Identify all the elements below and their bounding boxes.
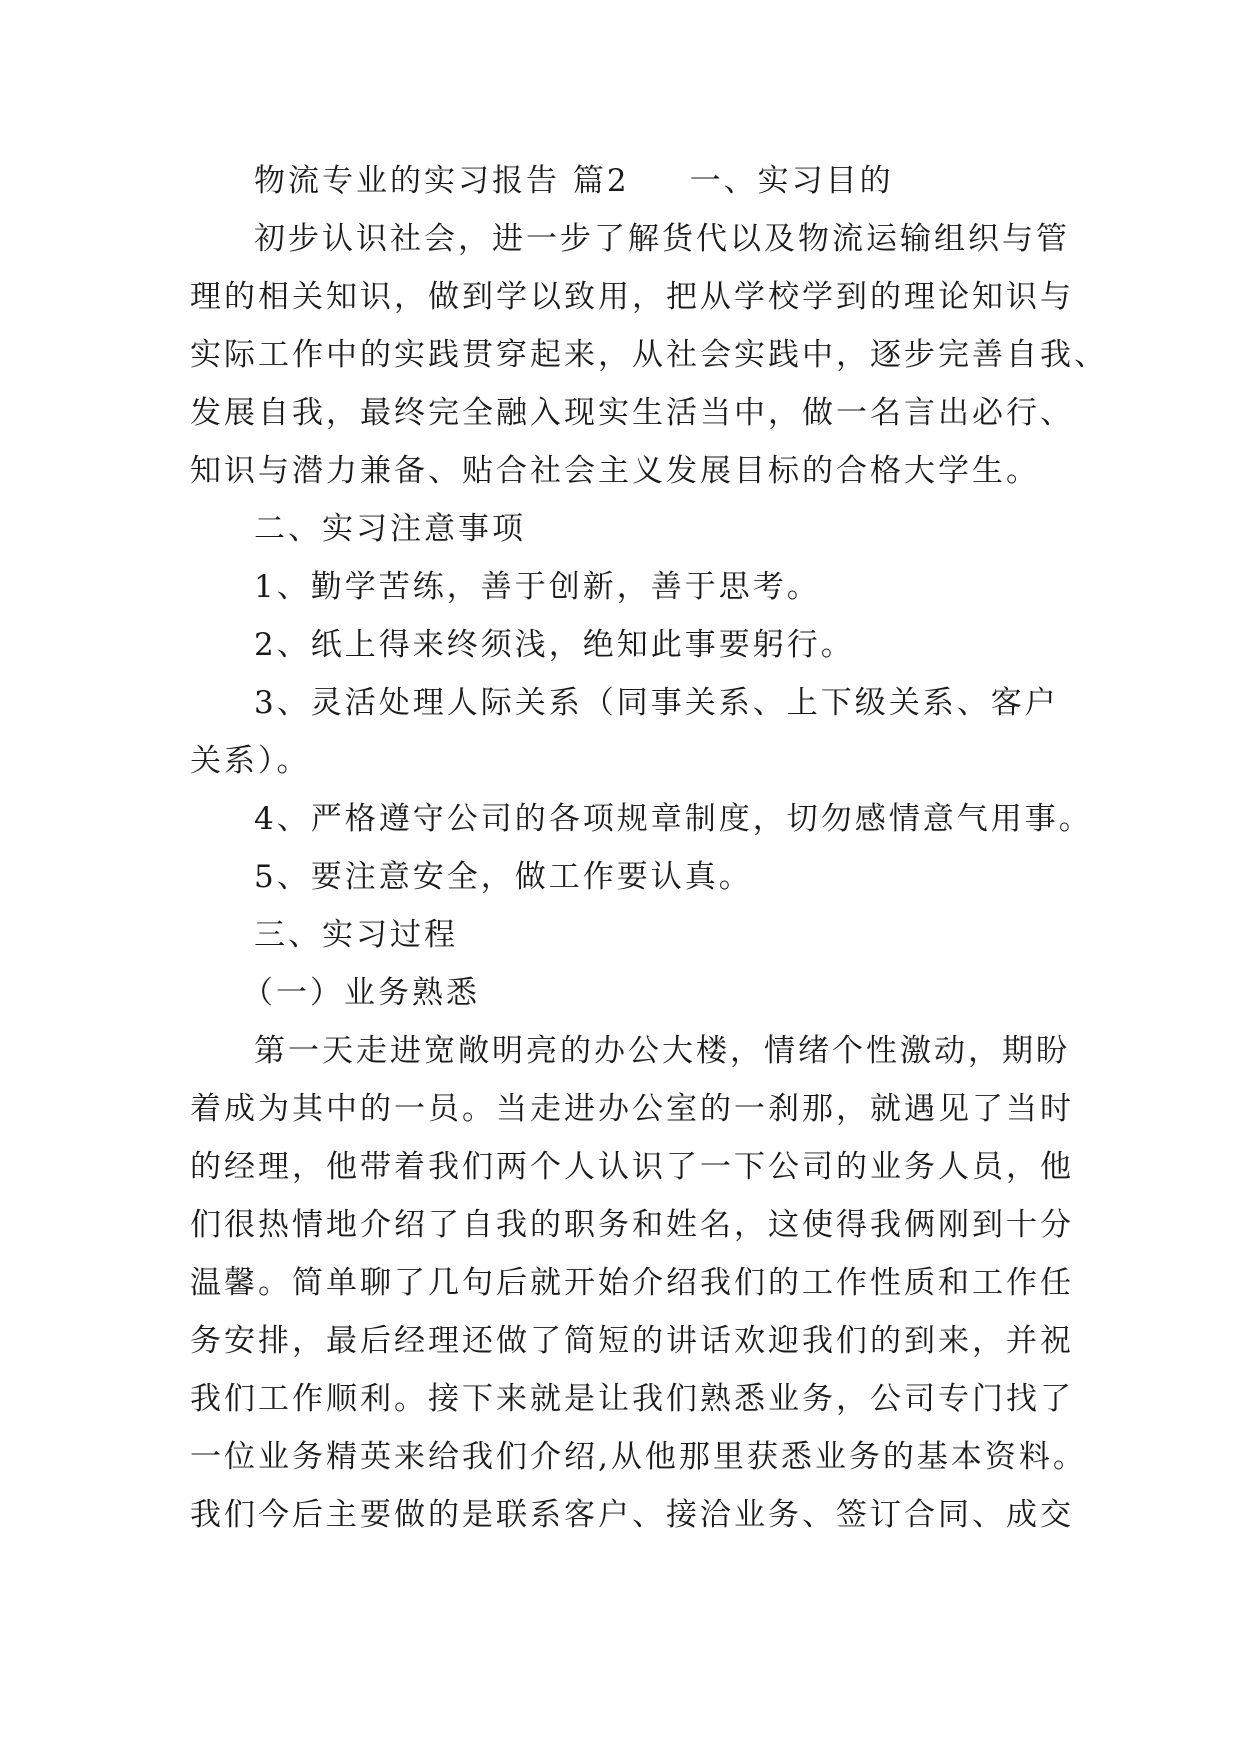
paragraph-line: 理的相关知识，做到学以致用，把从学校学到的理论知识与 — [190, 279, 1074, 315]
paragraph-line: 一位业务精英来给我们介绍,从他那里获悉业务的基本资料。 — [190, 1439, 1087, 1475]
paragraph-line: 发展自我，最终完全融入现实生活当中，做一名言出必行、 — [190, 395, 1074, 431]
note-item: 5、要注意安全，做工作要认真。 — [254, 859, 753, 895]
note-item: 2、纸上得来终须浅，绝知此事要躬行。 — [254, 627, 855, 663]
paragraph-line: 温馨。简单聊了几句后就开始介绍我们的工作性质和工作任 — [190, 1265, 1074, 1301]
subsection-heading-familiarization: （一）业务熟悉 — [242, 975, 480, 1011]
document-title: 物流专业的实习报告 篇2 — [254, 163, 630, 199]
paragraph-line: 实际工作中的实践贯穿起来，从社会实践中，逐步完善自我、 — [190, 337, 1108, 373]
paragraph-line: 我们工作顺利。接下来就是让我们熟悉业务，公司专门找了 — [190, 1381, 1074, 1417]
paragraph-line: 们很热情地介绍了自我的职务和姓名，这使得我俩刚到十分 — [190, 1207, 1074, 1243]
note-item: 4、严格遵守公司的各项规章制度，切勿感情意气用事。 — [254, 801, 1093, 837]
note-item: 3、灵活处理人际关系（同事关系、上下级关系、客户 — [254, 685, 1059, 721]
paragraph-line: 初步认识社会，进一步了解货代以及物流运输组织与管 — [254, 221, 1070, 257]
paragraph-line: 我们今后主要做的是联系客户、接洽业务、签订合同、成交 — [190, 1497, 1074, 1533]
paragraph-line: 第一天走进宽敞明亮的办公大楼，情绪个性激动，期盼 — [254, 1033, 1070, 1069]
note-item: 1、勤学苦练，善于创新，善于思考。 — [254, 569, 821, 605]
title-line — [190, 152, 1070, 210]
document-body — [190, 152, 1108, 1544]
note-item-continuation: 关系）。 — [190, 743, 311, 779]
paragraph-line: 知识与潜力兼备、贴合社会主义发展目标的合格大学生。 — [190, 453, 1040, 489]
section-heading-notes: 二、实习注意事项 — [254, 511, 526, 547]
section-heading-purpose: 一、实习目的 — [689, 163, 894, 199]
paragraph-line: 的经理，他带着我们两个人认识了一下公司的业务人员，他 — [190, 1149, 1074, 1185]
section-heading-process: 三、实习过程 — [254, 917, 458, 953]
paragraph-line: 务安排，最后经理还做了简短的讲话欢迎我们的到来，并祝 — [190, 1323, 1074, 1359]
paragraph-line: 着成为其中的一员。当走进办公室的一刹那，就遇见了当时 — [190, 1091, 1074, 1127]
